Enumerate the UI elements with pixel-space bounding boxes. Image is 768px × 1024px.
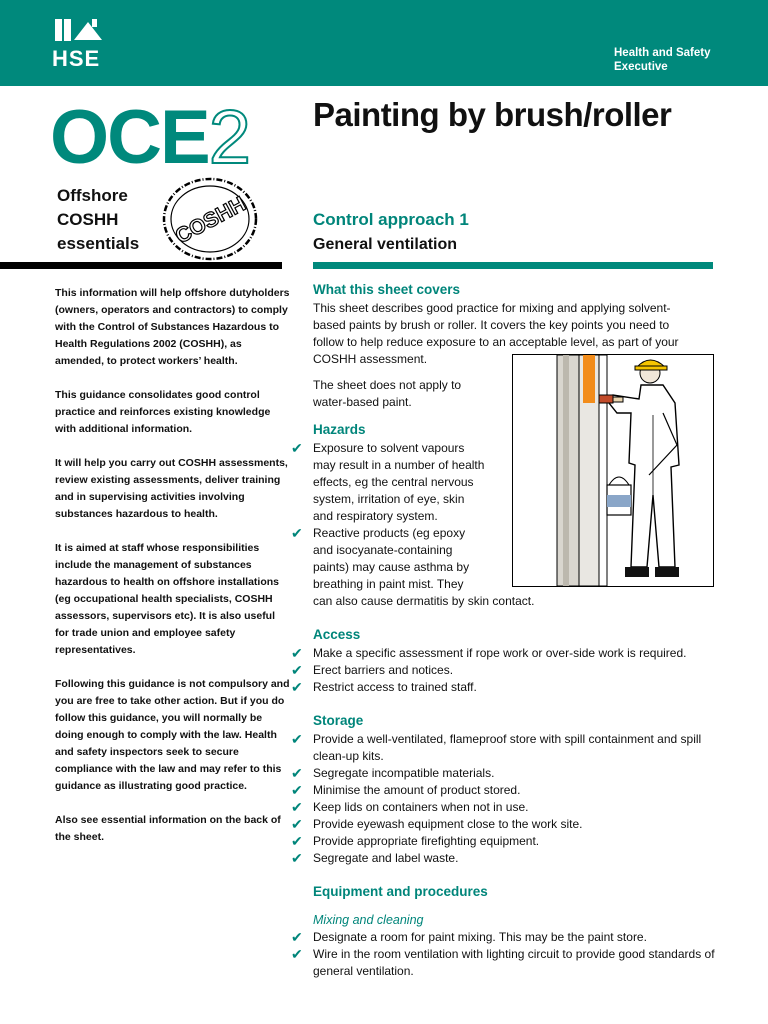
hazard-item — [313, 525, 723, 610]
list-item: ✔ Erect barriers and notices. — [313, 662, 723, 679]
series-name — [57, 184, 139, 256]
main-content — [313, 280, 723, 980]
intro-paragraph: It is aimed at staff whose responsibilities include the management of substances hazardous to health on offshore installations (eg occupational health specialists, COSHH assessors, supervisors etc). It is also useful for trade union and employee safety representatives. — [55, 542, 280, 656]
series-code-number: 2 — [208, 95, 249, 180]
covers-line: based paints by brush or roller. It covers the key points you need to — [313, 318, 670, 332]
hse-logo-text: HSE — [52, 46, 101, 71]
section-heading: Hazards — [313, 422, 366, 437]
series-code-letters: OCE — [50, 95, 209, 180]
hazard-line: may result in a number of health — [313, 458, 485, 472]
storage-list — [313, 731, 723, 867]
org-name: Health and Safety Executive — [614, 47, 711, 73]
hazard-line: breathing in paint mist. They — [313, 577, 464, 591]
covers-line: COSHH assessment. — [313, 352, 428, 366]
hazard-line: and respiratory system. — [313, 509, 438, 523]
series-name-line: Offshore — [57, 186, 128, 205]
coshh-stamp-icon — [160, 175, 260, 263]
stamp-text: COSHH — [171, 192, 250, 249]
hazard-line: can also cause dermatitis by skin contact. — [313, 594, 535, 608]
section-heading: Equipment and procedures — [313, 884, 488, 899]
covers-line: water-based paint. — [313, 395, 412, 409]
section-heading: Storage — [313, 713, 364, 728]
list-item: ✔ Segregate incompatible materials. — [313, 765, 723, 782]
list-item: ✔ Provide appropriate firefighting equipment. — [313, 833, 723, 850]
intro-paragraph: It will help you carry out COSHH assessments, review existing assessments, deliver training and in supervising activities involving substances hazardous to health. — [55, 457, 288, 520]
hazard-line: ✔ Exposure to solvent vapours — [313, 441, 465, 455]
intro-paragraph: This guidance consolidates good control practice and reinforces existing knowledge with additional information. — [55, 389, 271, 435]
list-item: ✔ Keep lids on containers when not in use. — [313, 799, 723, 816]
series-name-line: COSHH — [57, 210, 119, 229]
covers-line: follow to help reduce exposure to an acceptable level, as part of your — [313, 335, 679, 349]
right-divider — [313, 262, 713, 269]
covers-line: The sheet does not apply to — [313, 378, 462, 392]
list-item: ✔ Provide eyewash equipment close to the work site. — [313, 816, 723, 833]
list-item: ✔ Designate a room for paint mixing. This may be the paint store. — [313, 929, 723, 946]
section-heading: Access — [313, 627, 361, 642]
hazard-line: paints) may cause asthma by — [313, 560, 470, 574]
control-subtitle: General ventilation — [313, 236, 458, 253]
subsection-heading: Mixing and cleaning — [313, 913, 424, 927]
hazard-line: and isocyanate-containing — [313, 543, 453, 557]
hazard-line: ✔ Reactive products (eg epoxy — [313, 526, 466, 540]
section-heading: What this sheet covers — [313, 282, 461, 297]
header-bar — [0, 0, 768, 86]
hazard-line: effects, eg the central nervous — [313, 475, 474, 489]
hazard-item — [313, 440, 723, 525]
intro-paragraph: This information will help offshore dutyholders (owners, operators and contractors) to comply with the Control of Substances Hazardous to Health Regulations 2002 (COSHH), as amended, to protect workers’ health. — [55, 287, 290, 367]
list-item: ✔ Minimise the amount of product stored. — [313, 782, 723, 799]
list-item: ✔ Segregate and label waste. — [313, 850, 723, 867]
access-list — [313, 645, 723, 696]
list-item: ✔ Restrict access to trained staff. — [313, 679, 723, 696]
list-item: ✔ Make a specific assessment if rope work or over-side work is required. — [313, 645, 723, 662]
left-divider — [0, 262, 282, 269]
list-item: ✔ Provide a well-ventilated, flameproof store with spill containment and spill clean-up kits. — [313, 731, 723, 765]
intro-paragraph: Also see essential information on the back of the sheet. — [55, 814, 281, 843]
intro-paragraph: Following this guidance is not compulsory and you are free to take other action. But if you do follow this guidance, you will normally be doing enough to comply with the law. Health and safety inspectors seek to secure compliance with the law and may refer to this guidance as illustrating good practice. — [55, 678, 290, 792]
page-title: Painting by brush/roller — [313, 96, 672, 133]
series-name-line: essentials — [57, 234, 140, 253]
series-code — [50, 95, 249, 180]
intro-column — [55, 285, 290, 863]
control-approach: Control approach 1 — [313, 210, 469, 229]
list-item: ✔ Wire in the room ventilation with lighting circuit to provide good standards of general ventilation. — [313, 946, 723, 980]
hazard-line: system, irritation of eye, skin — [313, 492, 465, 506]
covers-line: This sheet describes good practice for mixing and applying solvent- — [313, 301, 671, 315]
equipment-list — [313, 929, 723, 980]
